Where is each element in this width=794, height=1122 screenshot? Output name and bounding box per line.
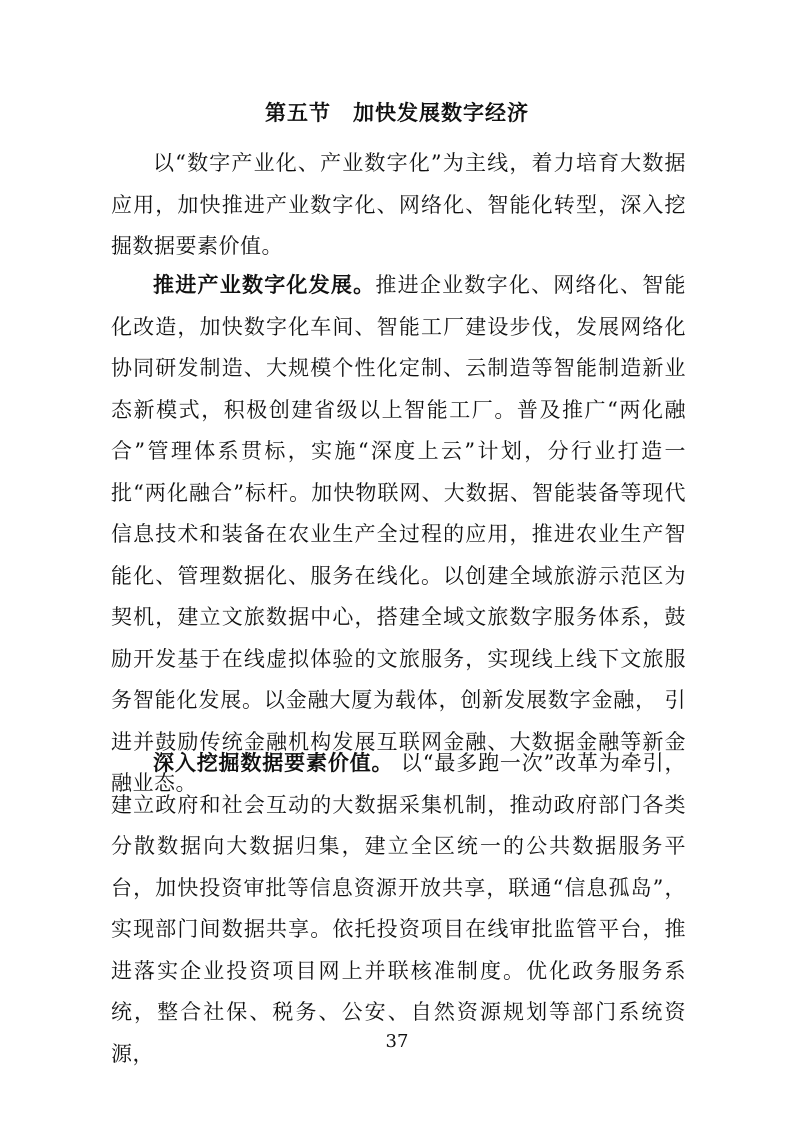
paragraph-industrial-digitalization <box>111 264 686 805</box>
paragraph-data-value-lead: 深入挖掘数据要素价值。 <box>153 750 394 775</box>
paragraph-industrial-digitalization-lead: 推进产业数字化发展。 <box>153 272 376 297</box>
section-heading: 第五节 加快发展数字经济 <box>265 100 529 125</box>
paragraph-intro-text: 以“数字产业化、产业数字化”为主线，着力培育大数据应用，加快推进产业数字化、网络化、智能化转型，深入挖掘数据要素价值。 <box>111 151 686 258</box>
paragraph-industrial-digitalization-text: 推进企业数字化、网络化、智能化改造，加快数字化车间、智能工厂建设步伐，发展网络化协同研发制造、大规模个性化定制、云制造等智能制造新业态新模式，积极创建省级以上智能工厂。普及推广“两化融合”管理体系贯标，实施“深度上云”计划，分行业打造一批“两化融合”标杆。加快物联网、大数据、智能装备等现代信息技术和装备在农业生产全过程的应用，推进农业生产智能化、管理数据化、服务在线化。以创建全域旅游示范区为契机，建立文旅数据中心，搭建全域文旅数字服务体系，鼓励开发基于在线虚拟体验的文旅服务，实现线上线下文旅服务智能化发展。以金融大厦为载体，创新发展数字金融， 引进并鼓励传统金融机构发展互联网金融、大数据金融等新金融业态。 <box>111 273 686 795</box>
paragraph-intro <box>111 142 686 268</box>
paragraph-data-value <box>111 742 686 1075</box>
page-number: 37 <box>385 1031 409 1052</box>
paragraph-data-value-text: 以“最多跑一次”改革为牵引，建立政府和社会互动的大数据采集机制，推动政府部门各类分散数据向大数据归集，建立全区统一的公共数据服务平台，加快投资审批等信息资源开放共享，联通“信息孤岛”，实现部门间数据共享。依托投资项目在线审批监管平台，推进落实企业投资项目网上并联核准制度。优化政务服务系统，整合社保、税务、公安、自然资源规划等部门系统资源， <box>111 751 686 1066</box>
